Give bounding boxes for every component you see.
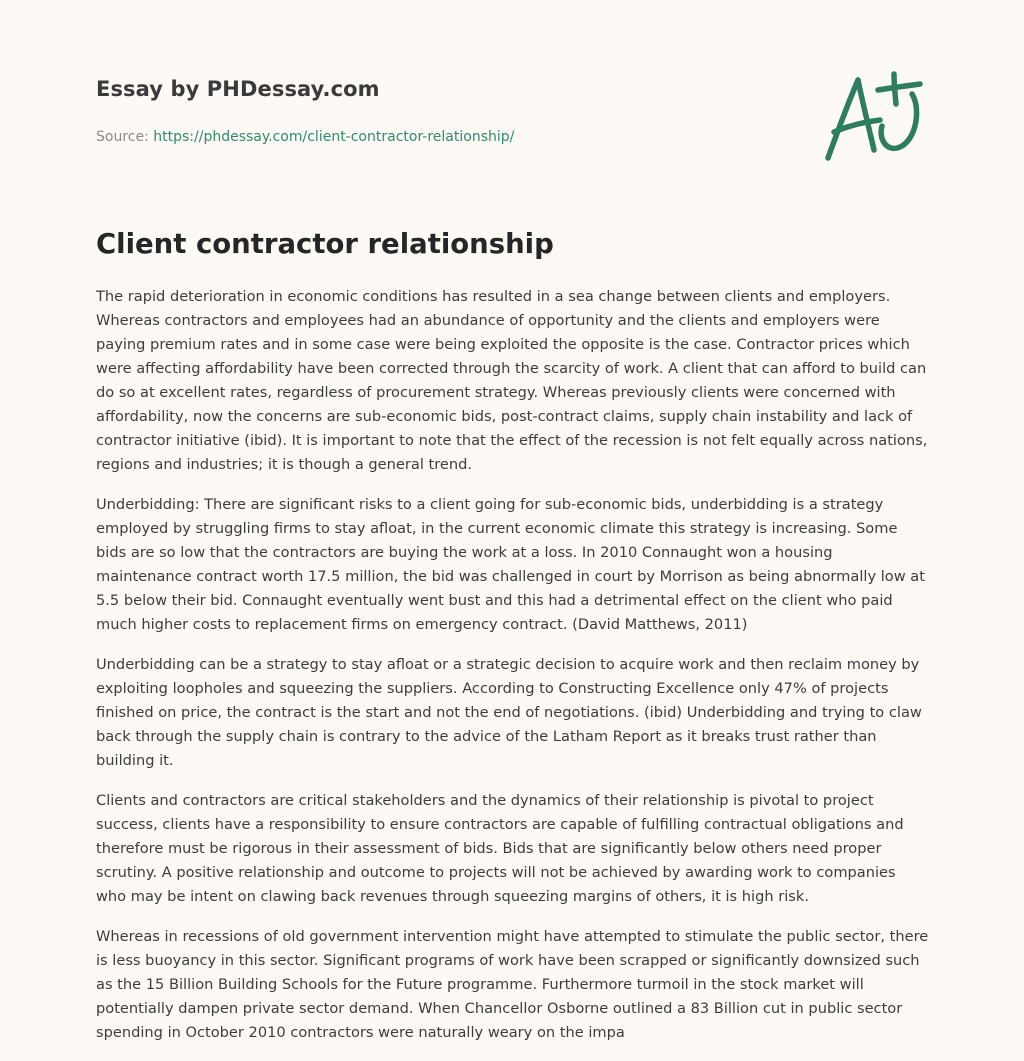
paragraph: The rapid deterioration in economic conditions has resulted in a sea change between clients and employers. Whereas contractors and employees had an abundance of opportunity and the clients and employers were paying premium rates and in some case were being exploited the opposite is the case. Contractor prices which were affecting affordability have been corrected through the scarcity of work. A client that can afford to build can do so at excellent rates, regardless of procurement strategy. Whereas previously clients were concerned with affordability, now the concerns are sub-economic bids, post-contract claims, supply chain instability and lack of contractor initiative (ibid). It is important to note that the effect of the recession is not felt equally across nations, regions and industries; it is though a general trend. [96,288,928,473]
a-plus-grade-icon [816,66,928,166]
site-title: Essay by PHDessay.com [96,77,380,101]
article-body [96,285,930,1061]
paragraph: Whereas in recessions of old government intervention might have attempted to stimulate the public sector, there is less buoyancy in this sector. Significant programs of work have been scrapped or significantly downsized such as the 15 Billion Building Schools for the Future programme. Furthermore turmoil in the stock market will potentially dampen private sector demand. When Chancellor Osborne outlined a 83 Billion cut in public sector spending in October 2010 contractors were naturally weary on the impa [96,928,929,1041]
document-header [96,74,796,146]
article-title: Client contractor relationship [96,228,554,260]
paragraph: Underbidding: There are significant risks to a client going for sub-economic bids, underbidding is a strategy employed by struggling firms to stay afloat, in the current economic climate this strategy is increasing. Some bids are so low that the contractors are buying the work at a loss. In 2010 Connaught won a housing maintenance contract worth 17.5 million, the bid was challenged in court by Morrison as being abnormally low at 5.5 below their bid. Connaught eventually went bust and this had a detrimental effect on the client who paid much higher costs to replacement firms on emergency contract. (David Matthews, 2011) [96,496,925,633]
source-line [96,128,796,146]
paragraph: Clients and contractors are critical stakeholders and the dynamics of their relationship is pivotal to project success, clients have a responsibility to ensure contractors are capable of fulfilling contractual obligations and therefore must be rigorous in their assessment of bids. Bids that are significantly below others need proper scrutiny. A positive relationship and outcome to projects will not be achieved by awarding work to companies who may be intent on clawing back revenues through squeezing margins of others, it is high risk. [96,792,904,905]
paragraph: Underbidding can be a strategy to stay afloat or a strategic decision to acquire work and then reclaim money by exploiting loopholes and squeezing the suppliers. According to Constructing Excellence only 47% of projects finished on price, the contract is the start and not the end of negotiations. (ibid) Underbidding and trying to claw back through the supply chain is contrary to the advice of the Latham Report as it breaks trust rather than building it. [96,656,922,769]
source-label: Source: [96,129,149,145]
source-link[interactable]: https://phdessay.com/client-contractor-relationship/ [153,129,515,145]
